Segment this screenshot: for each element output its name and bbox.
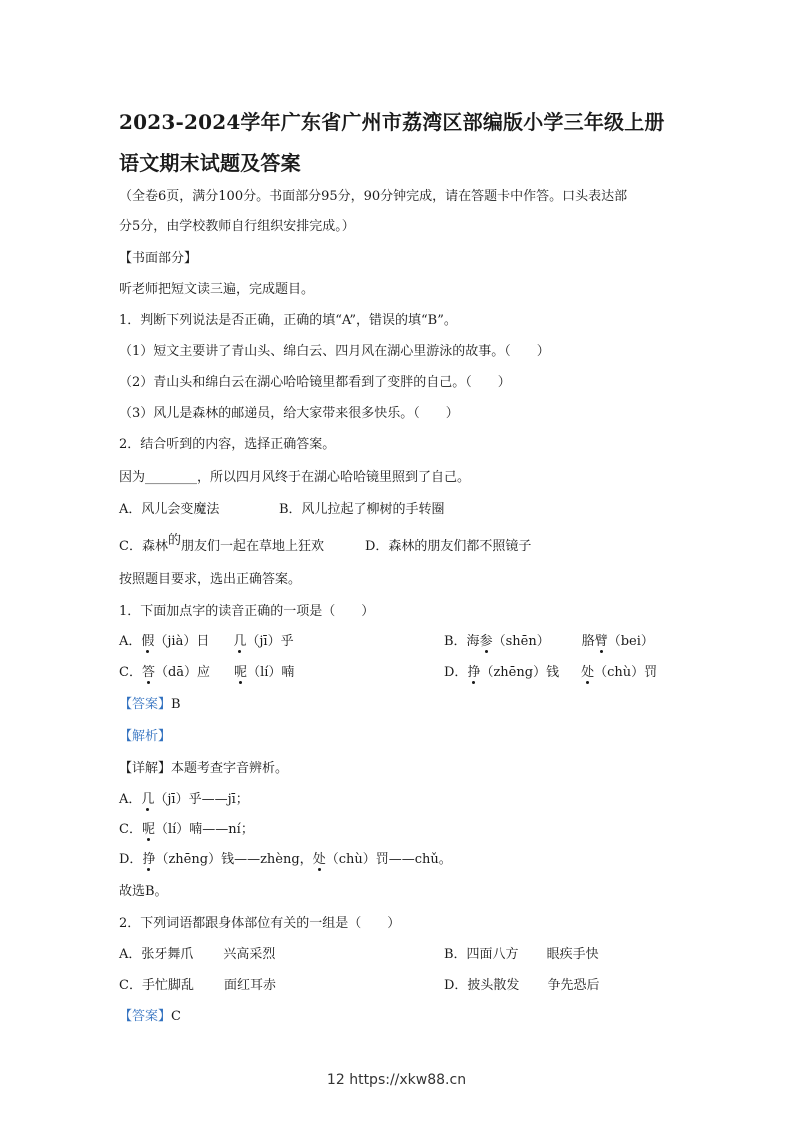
dotted-char: 几 xyxy=(233,634,247,649)
option-text: 兴高采烈 xyxy=(223,947,276,962)
explain-text: （zhēng）钱——zhèng， xyxy=(155,852,313,867)
pinyin-question-stem: 1．下面加点字的读音正确的一项是（ ） xyxy=(119,604,375,619)
option-c-suffix: 朋友们一起在草地上狂欢 xyxy=(180,539,324,554)
option-b: B．风儿拉起了柳树的手转圈 xyxy=(279,502,445,517)
option-c xyxy=(119,533,324,554)
dotted-char: 处 xyxy=(581,665,595,680)
intro-line-1: （全卷6页，满分100分。书面部分95分，90分钟完成，请在答题卡中作答。口头表达部 xyxy=(119,189,628,204)
explain-label: A． xyxy=(119,792,142,807)
question-choose-stem: 因为________，所以四月风终于在湖心哈哈镜里照到了自己。 xyxy=(119,470,471,485)
reading-text: （chù）罚 xyxy=(594,665,658,680)
listening-instruction: 听老师把短文读三遍，完成题目。 xyxy=(119,282,315,297)
reading-text: （jià）日 xyxy=(154,634,210,649)
pinyin-option-b xyxy=(444,635,654,648)
choose-instruction: 按照题目要求，选出正确答案。 xyxy=(119,572,302,587)
reading-text: （bei） xyxy=(607,634,654,649)
option-c-prefix: C．森林 xyxy=(119,539,168,554)
reading-text: （zhēng）钱 xyxy=(480,665,560,680)
pinyin-detail xyxy=(119,762,288,775)
option-label: C． xyxy=(119,665,142,680)
explain-text: （lí）喃——ní； xyxy=(154,822,254,837)
pinyin-explain-c xyxy=(119,823,254,836)
body-question-stem: 2．下列词语都跟身体部位有关的一组是（ ） xyxy=(119,916,401,931)
explain-label: C． xyxy=(119,822,142,837)
dotted-char: 参 xyxy=(479,634,493,649)
question-judge-item-3: （3）风儿是森林的邮递员，给大家带来很多快乐。（ ） xyxy=(119,406,459,421)
dotted-char: 挣 xyxy=(142,852,156,867)
option-text: D．披头散发 xyxy=(444,978,520,993)
reading-text: 胳 xyxy=(581,634,595,649)
pinyin-explain-d xyxy=(119,853,452,866)
body-option-d xyxy=(444,979,599,992)
option-label: B．海 xyxy=(444,634,480,649)
dotted-char: 处 xyxy=(312,852,326,867)
dotted-char: 挣 xyxy=(467,665,481,680)
option-text: A．张牙舞爪 xyxy=(119,947,194,962)
dotted-char: 臂 xyxy=(594,634,608,649)
explain-text: （jī）乎——jī； xyxy=(154,792,249,807)
footer-url[interactable]: https://xkw88.cn xyxy=(349,1072,467,1088)
explain-text: （chù）罚——chǔ。 xyxy=(325,852,452,867)
reading-text: （shēn） xyxy=(492,634,550,649)
question-judge: 1．判断下列说法是否正确，正确的填“A”，错误的填“B”。 xyxy=(119,313,457,328)
pinyin-conclusion: 故选B。 xyxy=(119,884,168,899)
page-number: 12 xyxy=(326,1072,345,1088)
reading-text: （jī）乎 xyxy=(246,634,294,649)
section-heading-written: 【书面部分】 xyxy=(119,251,198,266)
body-option-a xyxy=(119,948,275,961)
page-footer xyxy=(0,1072,793,1088)
option-label: D． xyxy=(444,665,468,680)
option-a: A．风儿会变魔法 xyxy=(119,502,220,517)
reading-text: （lí）喃 xyxy=(247,665,295,680)
pinyin-analysis-label: 【解析】 xyxy=(119,729,172,744)
reading-text: （dā）应 xyxy=(154,665,211,680)
answer-label: 【答案】 xyxy=(119,697,172,712)
dotted-char: 几 xyxy=(141,792,155,807)
answer-value: B xyxy=(171,697,181,712)
option-text: B．四面八方 xyxy=(444,947,519,962)
body-option-c xyxy=(119,979,276,992)
option-text: 争先恐后 xyxy=(547,978,600,993)
option-text: C．手忙脚乱 xyxy=(119,978,194,993)
option-d: D．森林的朋友们都不照镜子 xyxy=(365,539,532,554)
question-choose-heard: 2．结合听到的内容，选择正确答案。 xyxy=(119,437,336,452)
dotted-char: 呢 xyxy=(141,822,155,837)
option-text: 眼疾手快 xyxy=(546,947,599,962)
option-text: 面红耳赤 xyxy=(223,978,276,993)
detail-text: 本题考查字音辨析。 xyxy=(171,761,289,776)
explain-label: D． xyxy=(119,852,143,867)
document-title-line-2: 语文期末试题及答案 xyxy=(119,151,301,175)
option-label: A． xyxy=(119,634,142,649)
pinyin-option-c xyxy=(119,666,294,679)
option-c-raised-char: 的 xyxy=(167,533,181,548)
answer-label: 【答案】 xyxy=(119,1009,172,1024)
pinyin-explain-a xyxy=(119,793,249,806)
question-judge-item-2: （2）青山头和绵白云在湖心哈哈镜里都看到了变胖的自己。（ ） xyxy=(119,375,511,390)
dotted-char: 答 xyxy=(141,665,155,680)
pinyin-answer xyxy=(119,698,181,711)
pinyin-option-d xyxy=(444,666,657,679)
answer-value: C xyxy=(171,1009,181,1024)
pinyin-option-a xyxy=(119,635,294,648)
body-option-b xyxy=(444,948,599,961)
body-answer xyxy=(119,1010,181,1023)
dotted-char: 呢 xyxy=(234,665,248,680)
question-judge-item-1: （1）短文主要讲了青山头、绵白云、四月风在湖心里游泳的故事。（ ） xyxy=(119,344,550,359)
detail-label: 【详解】 xyxy=(119,761,172,776)
intro-line-2: 分5分，由学校教师自行组织安排完成。） xyxy=(119,219,355,234)
dotted-char: 假 xyxy=(141,634,155,649)
document-title-line-1: 2023-2024学年广东省广州市荔湾区部编版小学三年级上册 xyxy=(119,110,665,134)
